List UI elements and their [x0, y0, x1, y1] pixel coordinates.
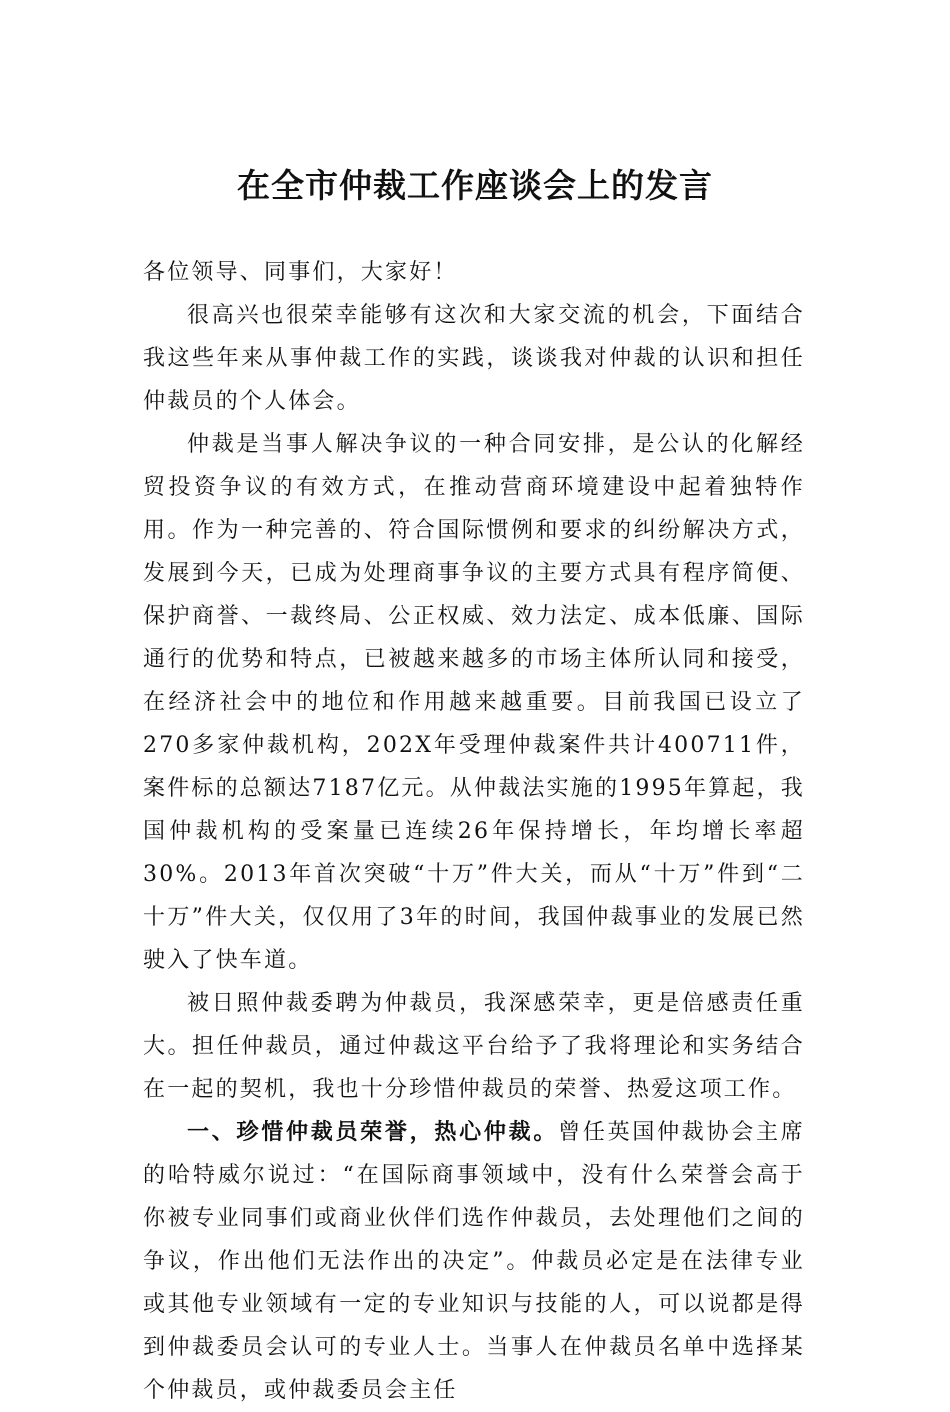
section-one-paragraph	[143, 1111, 805, 1412]
document-title: 在全市仲裁工作座谈会上的发言	[237, 166, 713, 205]
paragraph-appointment: 被日照仲裁委聘为仲裁员，我深感荣幸，更是倍感责任重大。担任仲裁员，通过仲裁这平台给予了我将理论和实务结合在一起的契机，我也十分珍惜仲裁员的荣誉、热爱这项工作。	[143, 991, 805, 1102]
paragraph-arbitration-overview: 仲裁是当事人解决争议的一种合同安排，是公认的化解经贸投资争议的有效方式，在推动营商环境建设中起着独特作用。作为一种完善的、符合国际惯例和要求的纠纷解决方式，发展到今天，已成为处理商事争议的主要方式具有程序简便、保护商誉、一裁终局、公正权威、效力法定、成本低廉、国际通行的优势和特点，已被越来越多的市场主体所认同和接受，在经济社会中的地位和作用越来越重要。目前我国已设立了270多家仲裁机构，202X年受理仲裁案件共计400711件，案件标的总额达7187亿元。从仲裁法实施的1995年算起，我国仲裁机构的受案量已连续26年保持增长，年均增长率超30%。2013年首次突破“十万”件大关，而从“十万”件到“二十万”件大关，仅仅用了3年的时间，我国仲裁事业的发展已然驶入了快车道。	[143, 432, 805, 973]
greeting: 各位领导、同事们，大家好！	[143, 260, 458, 285]
section-one-heading: 一、珍惜仲裁员荣誉，热心仲裁。	[187, 1119, 559, 1145]
document-body	[143, 251, 805, 1412]
section-one-text: 曾任英国仲裁协会主席的哈特威尔说过：“在国际商事领域中，没有什么荣誉会高于你被专业同事们或商业伙伴们选作仲裁员，去处理他们之间的争议，作出他们无法作出的决定”。仲裁员必定是在法律专业或其他专业领域有一定的专业知识与技能的人，可以说都是得到仲裁委员会认可的专业人士。当事人在仲裁员名单中选择某个仲裁员，或仲裁委员会主任	[143, 1120, 805, 1403]
paragraph-intro: 很高兴也很荣幸能够有这次和大家交流的机会，下面结合我这些年来从事仲裁工作的实践，谈谈我对仲裁的认识和担任仲裁员的个人体会。	[143, 303, 805, 414]
